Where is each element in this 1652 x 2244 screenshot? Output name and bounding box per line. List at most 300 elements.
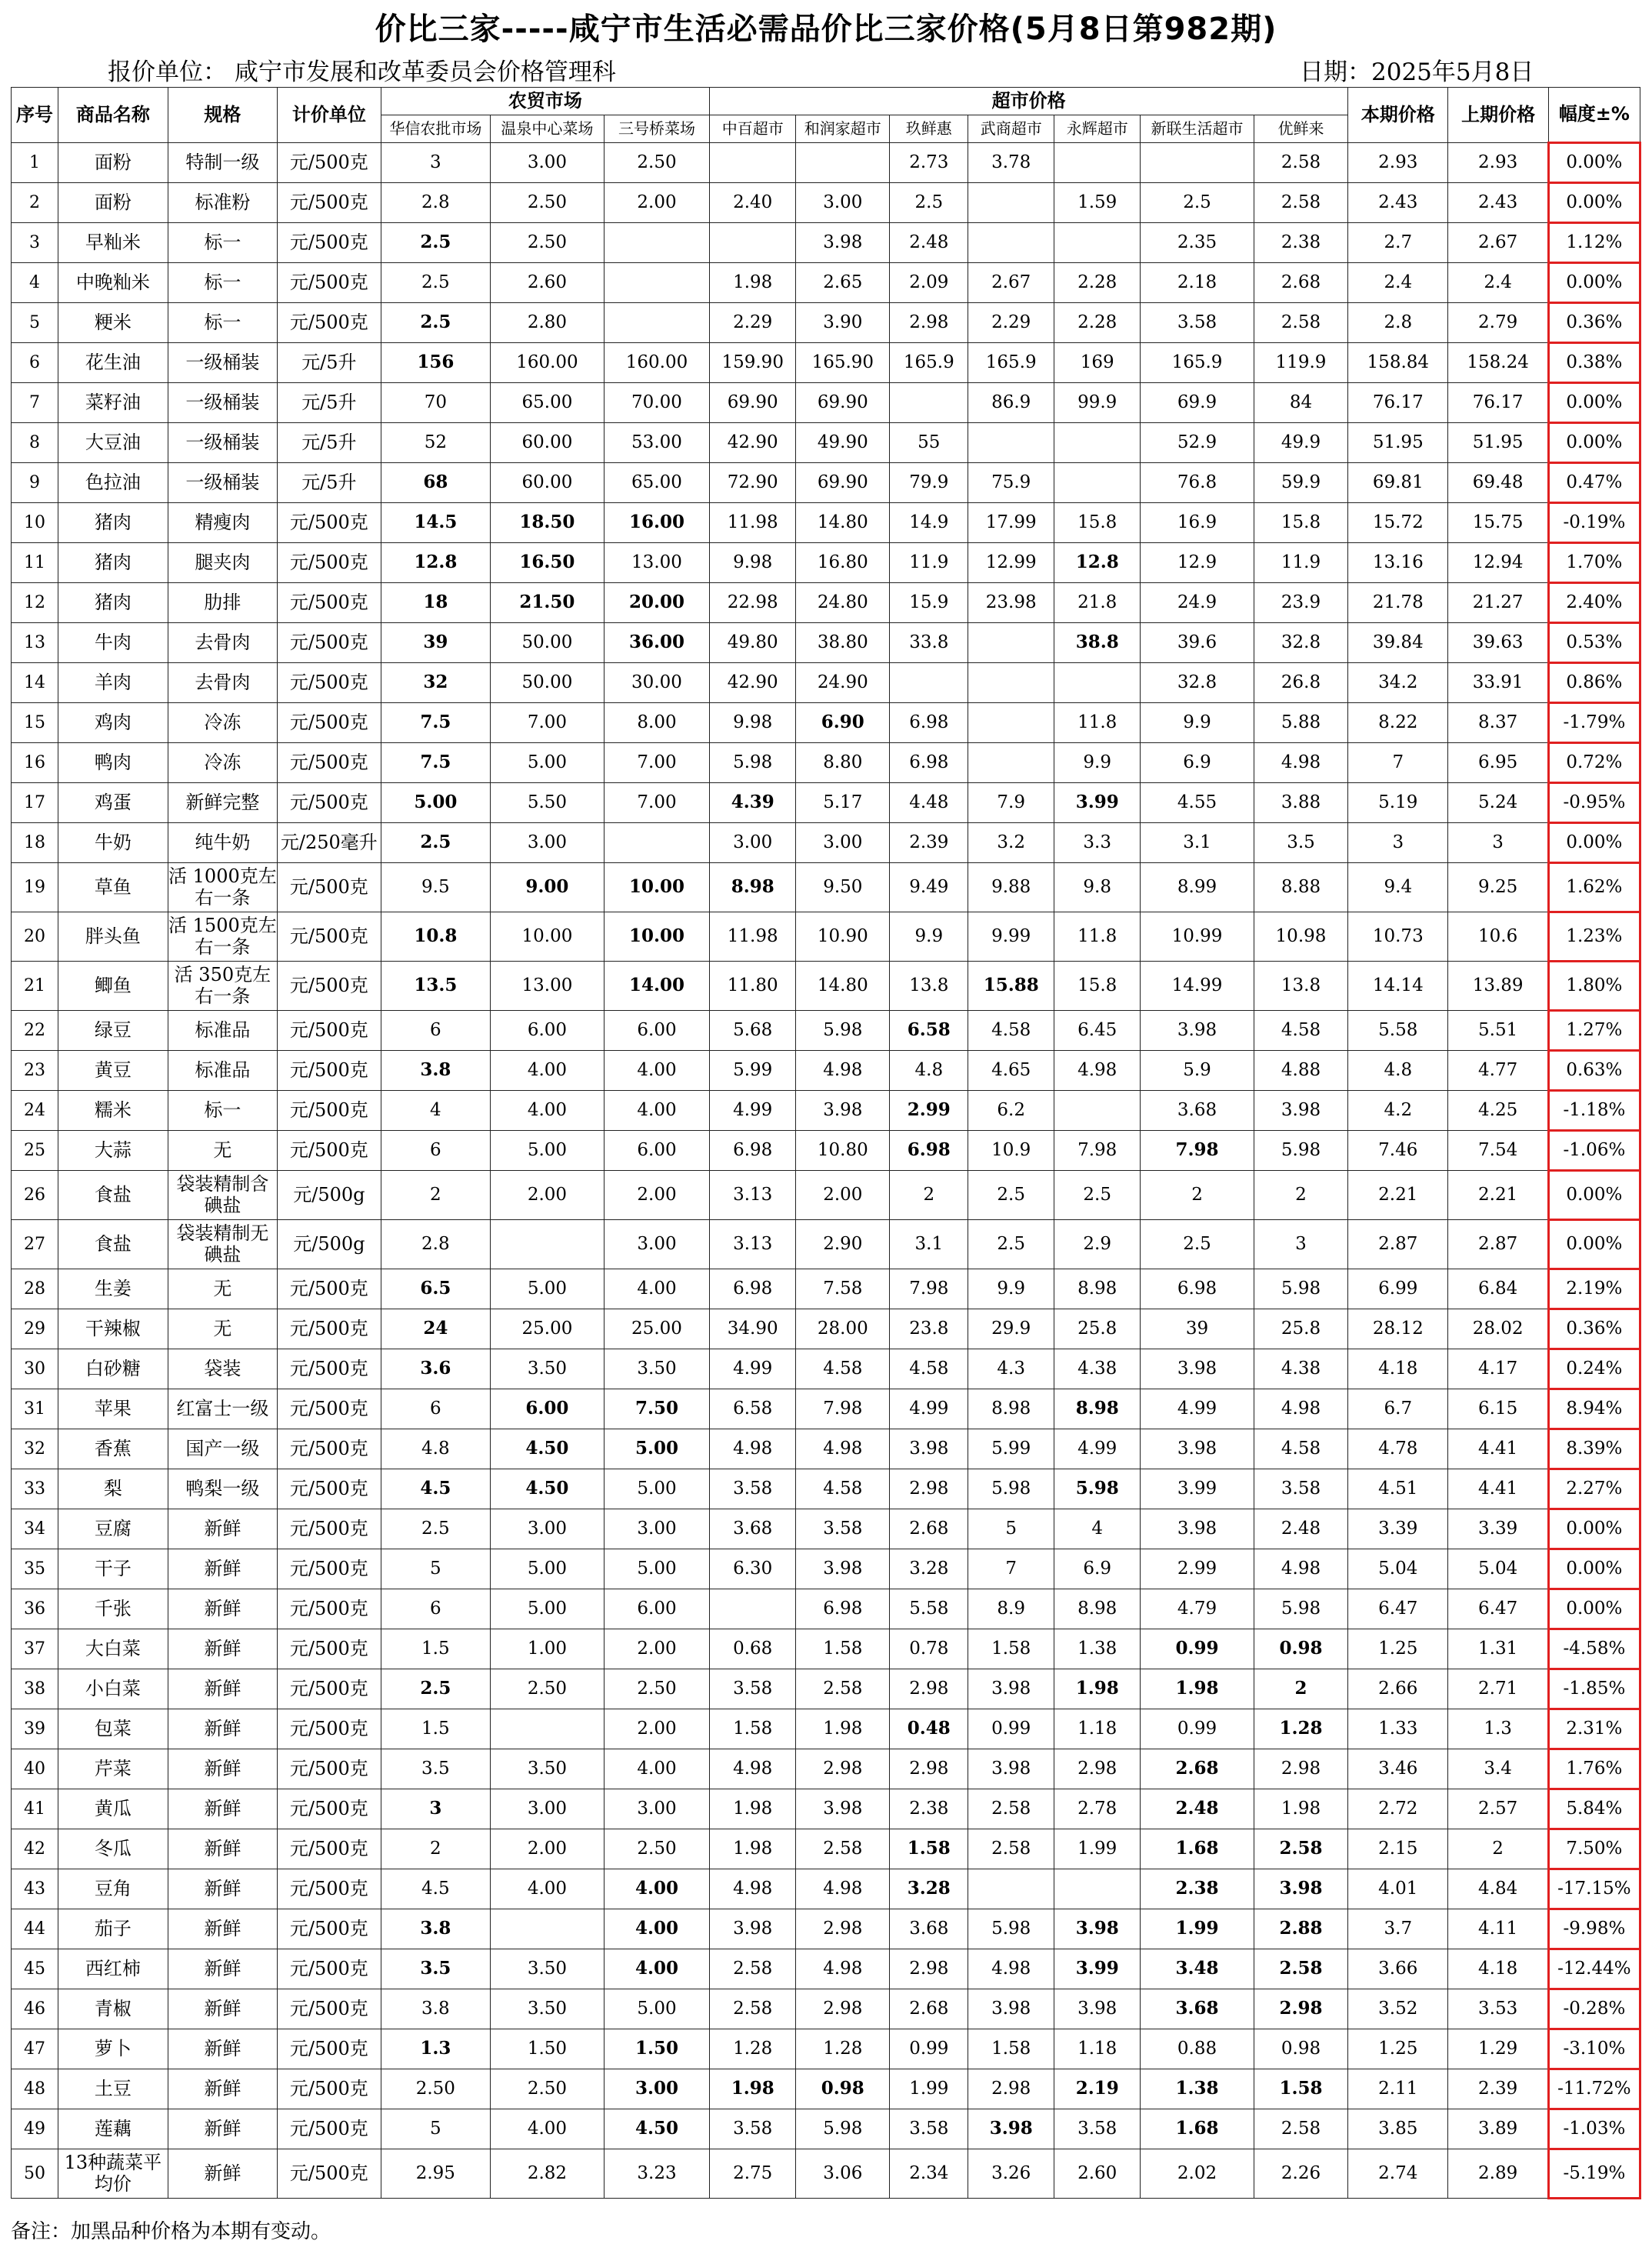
- supermarket-price-cell: 2.90: [796, 1220, 890, 1269]
- supermarket-price-cell: 6.30: [710, 1549, 796, 1589]
- supermarket-price-cell: 9.50: [796, 863, 890, 912]
- market-price-cell: 3: [381, 143, 491, 183]
- change-percent-cell: 1.27%: [1548, 1011, 1640, 1051]
- supermarket-price-cell: 3.13: [710, 1220, 796, 1269]
- market-price-cell: 7.00: [604, 743, 709, 783]
- supermarket-price-cell: 2.38: [1254, 223, 1347, 263]
- market-price-cell: 1.50: [604, 2029, 709, 2069]
- market-price-cell: 6: [381, 1389, 491, 1429]
- footnote: 备注：加黑品种价格为本期有变动。: [11, 2220, 331, 2243]
- supermarket-price-cell: 9.49: [890, 863, 968, 912]
- supermarket-price-cell: 4.98: [796, 1949, 890, 1989]
- change-percent-cell: -0.28%: [1548, 1989, 1640, 2029]
- supermarket-price-cell: 21.8: [1054, 583, 1141, 623]
- product-spec: 新鲜: [168, 2109, 278, 2149]
- supermarket-price-cell: 0.68: [710, 1629, 796, 1669]
- market-price-cell: 3.00: [491, 1509, 605, 1549]
- supermarket-price-cell: 4.99: [710, 1349, 796, 1389]
- supermarket-price-cell: 11.8: [1054, 703, 1141, 743]
- product-name: 面粉: [58, 183, 168, 223]
- supermarket-price-cell: 2.75: [710, 2149, 796, 2199]
- previous-price-cell: 15.75: [1448, 503, 1548, 543]
- change-percent-cell: -1.79%: [1548, 703, 1640, 743]
- row-number: 26: [12, 1171, 58, 1220]
- supermarket-price-cell: 3.99: [1054, 783, 1141, 823]
- change-percent-cell: 1.23%: [1548, 912, 1640, 962]
- supermarket-price-cell: [968, 743, 1054, 783]
- change-percent-cell: 7.50%: [1548, 1829, 1640, 1869]
- row-number: 19: [12, 863, 58, 912]
- price-unit: 元/500g: [278, 1220, 381, 1269]
- supermarket-price-cell: 2.73: [890, 143, 968, 183]
- price-unit: 元/500克: [278, 543, 381, 583]
- supermarket-price-cell: 49.90: [796, 423, 890, 463]
- supermarket-price-cell: 2.5: [1141, 1220, 1254, 1269]
- supermarket-price-cell: 4.58: [796, 1349, 890, 1389]
- product-spec: 一级桶装: [168, 423, 278, 463]
- product-name: 色拉油: [58, 463, 168, 503]
- supermarket-price-cell: 14.80: [796, 503, 890, 543]
- supermarket-price-cell: 1.98: [796, 1709, 890, 1749]
- supermarket-price-cell: 2.09: [890, 263, 968, 303]
- market-price-cell: 2.00: [491, 1829, 605, 1869]
- price-unit: 元/500克: [278, 1749, 381, 1789]
- supermarket-price-cell: [968, 1869, 1054, 1909]
- supermarket-price-cell: 2.68: [1141, 1749, 1254, 1789]
- change-percent-cell: 1.62%: [1548, 863, 1640, 912]
- price-unit: 元/500克: [278, 1949, 381, 1989]
- price-unit: 元/500克: [278, 1629, 381, 1669]
- previous-price-cell: 51.95: [1448, 423, 1548, 463]
- supermarket-price-cell: 6.98: [1141, 1269, 1254, 1309]
- price-unit: 元/500克: [278, 263, 381, 303]
- market-price-cell: 2.80: [491, 303, 605, 343]
- price-unit: 元/500克: [278, 1389, 381, 1429]
- table-row: [12, 1309, 1640, 1349]
- table-row: [12, 1869, 1640, 1909]
- supermarket-price-cell: 2.98: [796, 1749, 890, 1789]
- row-number: 35: [12, 1549, 58, 1589]
- supermarket-price-cell: 55: [890, 423, 968, 463]
- supermarket-price-cell: 165.9: [968, 343, 1054, 383]
- previous-price-cell: 6.84: [1448, 1269, 1548, 1309]
- market-price-cell: 2.50: [491, 1669, 605, 1709]
- supermarket-price-cell: 24.90: [796, 663, 890, 703]
- market-price-cell: 3.00: [491, 823, 605, 863]
- product-name: 千张: [58, 1589, 168, 1629]
- change-percent-cell: 0.86%: [1548, 663, 1640, 703]
- supermarket-price-cell: 4.98: [796, 1869, 890, 1909]
- supermarket-price-cell: 2.65: [796, 263, 890, 303]
- change-percent-cell: -9.98%: [1548, 1909, 1640, 1949]
- market-price-cell: 4.50: [604, 2109, 709, 2149]
- current-price-cell: 7: [1348, 743, 1448, 783]
- product-name: 大蒜: [58, 1131, 168, 1171]
- previous-price-cell: 9.25: [1448, 863, 1548, 912]
- change-percent-cell: 0.00%: [1548, 263, 1640, 303]
- price-unit: 元/500克: [278, 1349, 381, 1389]
- market-price-cell: 2.5: [381, 1669, 491, 1709]
- current-price-cell: 2.4: [1348, 263, 1448, 303]
- supermarket-price-cell: 1.58: [968, 1629, 1054, 1669]
- supermarket-price-cell: [1054, 143, 1141, 183]
- market-price-cell: 6.00: [491, 1011, 605, 1051]
- market-price-cell: 52: [381, 423, 491, 463]
- market-price-cell: 12.8: [381, 543, 491, 583]
- supermarket-price-cell: 5.98: [968, 1469, 1054, 1509]
- supermarket-price-cell: 1.28: [710, 2029, 796, 2069]
- market-price-cell: 5.00: [604, 1549, 709, 1589]
- product-spec: 精瘦肉: [168, 503, 278, 543]
- market-price-cell: 3.50: [491, 1349, 605, 1389]
- previous-price-cell: 6.47: [1448, 1589, 1548, 1629]
- price-unit: 元/500克: [278, 663, 381, 703]
- price-unit: 元/500克: [278, 1091, 381, 1131]
- price-unit: 元/5升: [278, 463, 381, 503]
- supermarket-price-cell: 2: [1254, 1669, 1347, 1709]
- supermarket-price-cell: 0.99: [968, 1709, 1054, 1749]
- market-price-cell: 4.00: [604, 1091, 709, 1131]
- previous-price-cell: 4.18: [1448, 1949, 1548, 1989]
- product-spec: 新鲜: [168, 2069, 278, 2109]
- header-supermarket: 优鲜来: [1254, 115, 1347, 143]
- supermarket-price-cell: 11.98: [710, 912, 796, 962]
- supermarket-price-cell: 14.9: [890, 503, 968, 543]
- change-percent-cell: 0.47%: [1548, 463, 1640, 503]
- supermarket-price-cell: 3.88: [1254, 783, 1347, 823]
- product-name: 草鱼: [58, 863, 168, 912]
- change-percent-cell: -1.18%: [1548, 1091, 1640, 1131]
- market-price-cell: 4.00: [604, 1909, 709, 1949]
- supermarket-price-cell: 28.00: [796, 1309, 890, 1349]
- product-name: 猪肉: [58, 503, 168, 543]
- supermarket-price-cell: 4.98: [710, 1429, 796, 1469]
- supermarket-price-cell: 6.9: [1054, 1549, 1141, 1589]
- row-number: 31: [12, 1389, 58, 1429]
- change-percent-cell: 1.80%: [1548, 962, 1640, 1011]
- market-price-cell: 16.50: [491, 543, 605, 583]
- supermarket-price-cell: 6.98: [710, 1269, 796, 1309]
- row-number: 34: [12, 1509, 58, 1549]
- row-number: 16: [12, 743, 58, 783]
- supermarket-price-cell: 42.90: [710, 663, 796, 703]
- current-price-cell: 4.18: [1348, 1349, 1448, 1389]
- supermarket-price-cell: 3.98: [968, 1749, 1054, 1789]
- supermarket-price-cell: 69.90: [796, 463, 890, 503]
- change-percent-cell: 0.36%: [1548, 303, 1640, 343]
- table-row: [12, 912, 1640, 962]
- supermarket-price-cell: [968, 423, 1054, 463]
- change-percent-cell: 0.63%: [1548, 1051, 1640, 1091]
- supermarket-price-cell: 3: [1254, 1220, 1347, 1269]
- supermarket-price-cell: 9.99: [968, 912, 1054, 962]
- row-number: 32: [12, 1429, 58, 1469]
- supermarket-price-cell: [968, 663, 1054, 703]
- supermarket-price-cell: 4.48: [890, 783, 968, 823]
- product-spec: 标准粉: [168, 183, 278, 223]
- supermarket-price-cell: 2.58: [968, 1829, 1054, 1869]
- change-percent-cell: -0.19%: [1548, 503, 1640, 543]
- price-unit: 元/500克: [278, 1469, 381, 1509]
- market-price-cell: 6.00: [604, 1131, 709, 1171]
- supermarket-price-cell: 2.5: [968, 1220, 1054, 1269]
- market-price-cell: 53.00: [604, 423, 709, 463]
- supermarket-price-cell: 2.5: [890, 183, 968, 223]
- supermarket-price-cell: 4.65: [968, 1051, 1054, 1091]
- current-price-cell: 15.72: [1348, 503, 1448, 543]
- supermarket-price-cell: 3.58: [710, 1669, 796, 1709]
- product-spec: 新鲜: [168, 1709, 278, 1749]
- supermarket-price-cell: 3.1: [1141, 823, 1254, 863]
- market-price-cell: 5.00: [491, 743, 605, 783]
- current-price-cell: 3.52: [1348, 1989, 1448, 2029]
- price-unit: 元/500克: [278, 1669, 381, 1709]
- market-price-cell: 9.5: [381, 863, 491, 912]
- supermarket-price-cell: 165.9: [1141, 343, 1254, 383]
- previous-price-cell: 3.4: [1448, 1749, 1548, 1789]
- table-row: [12, 1669, 1640, 1709]
- product-name: 鸭肉: [58, 743, 168, 783]
- row-number: 2: [12, 183, 58, 223]
- table-row: [12, 2149, 1640, 2199]
- price-unit: 元/500克: [278, 703, 381, 743]
- supermarket-price-cell: 4.58: [968, 1011, 1054, 1051]
- supermarket-price-cell: 0.88: [1141, 2029, 1254, 2069]
- market-price-cell: 3.00: [491, 143, 605, 183]
- change-percent-cell: 1.12%: [1548, 223, 1640, 263]
- supermarket-price-cell: 38.80: [796, 623, 890, 663]
- change-percent-cell: -1.85%: [1548, 1669, 1640, 1709]
- price-unit: 元/500克: [278, 1429, 381, 1469]
- market-price-cell: 65.00: [491, 383, 605, 423]
- supermarket-price-cell: 3.58: [710, 1469, 796, 1509]
- table-row: [12, 463, 1640, 503]
- supermarket-price-cell: 0.78: [890, 1629, 968, 1669]
- market-price-cell: 3.50: [604, 1349, 709, 1389]
- market-price-cell: 4.00: [604, 1869, 709, 1909]
- supermarket-price-cell: 24.9: [1141, 583, 1254, 623]
- change-percent-cell: 2.27%: [1548, 1469, 1640, 1509]
- row-number: 47: [12, 2029, 58, 2069]
- supermarket-price-cell: 5.98: [1254, 1589, 1347, 1629]
- supermarket-price-cell: 2.5: [1141, 183, 1254, 223]
- supermarket-price-cell: [968, 223, 1054, 263]
- supermarket-price-cell: 7.98: [1141, 1131, 1254, 1171]
- supermarket-price-cell: 5.98: [1254, 1269, 1347, 1309]
- supermarket-price-cell: 1.68: [1141, 2109, 1254, 2149]
- supermarket-price-cell: 11.9: [890, 543, 968, 583]
- product-name: 13种蔬菜平均价: [58, 2149, 168, 2199]
- change-percent-cell: 0.00%: [1548, 143, 1640, 183]
- supermarket-price-cell: [1054, 1869, 1141, 1909]
- product-spec: 新鲜完整: [168, 783, 278, 823]
- supermarket-price-cell: 9.88: [968, 863, 1054, 912]
- row-number: 3: [12, 223, 58, 263]
- market-price-cell: 4.8: [381, 1429, 491, 1469]
- supermarket-price-cell: 4.8: [890, 1051, 968, 1091]
- supermarket-price-cell: 5.98: [968, 1909, 1054, 1949]
- table-row: [12, 543, 1640, 583]
- row-number: 12: [12, 583, 58, 623]
- product-name: 芹菜: [58, 1749, 168, 1789]
- supermarket-price-cell: 69.90: [710, 383, 796, 423]
- current-price-cell: 3.66: [1348, 1949, 1448, 1989]
- supermarket-price-cell: 8.98: [1054, 1269, 1141, 1309]
- supermarket-price-cell: 2.19: [1054, 2069, 1141, 2109]
- market-price-cell: 5.00: [491, 1269, 605, 1309]
- supermarket-price-cell: 4.98: [1054, 1051, 1141, 1091]
- supermarket-price-cell: 25.8: [1254, 1309, 1347, 1349]
- price-unit: 元/500克: [278, 1269, 381, 1309]
- supermarket-price-cell: 15.88: [968, 962, 1054, 1011]
- supermarket-price-cell: 2.38: [1141, 1869, 1254, 1909]
- product-name: 猪肉: [58, 543, 168, 583]
- supermarket-price-cell: 5.99: [710, 1051, 796, 1091]
- market-price-cell: 6.00: [491, 1389, 605, 1429]
- product-name: 绿豆: [58, 1011, 168, 1051]
- product-name: 黄瓜: [58, 1789, 168, 1829]
- table-row: [12, 623, 1640, 663]
- market-price-cell: 6: [381, 1589, 491, 1629]
- supermarket-price-cell: 4.99: [1141, 1389, 1254, 1429]
- product-name: 梨: [58, 1469, 168, 1509]
- product-name: 面粉: [58, 143, 168, 183]
- product-spec: 新鲜: [168, 2149, 278, 2199]
- previous-price-cell: 2: [1448, 1829, 1548, 1869]
- row-number: 17: [12, 783, 58, 823]
- supermarket-price-cell: 2.28: [1054, 303, 1141, 343]
- product-spec: 新鲜: [168, 1549, 278, 1589]
- table-row: [12, 2069, 1640, 2109]
- current-price-cell: 6.99: [1348, 1269, 1448, 1309]
- price-unit: 元/500克: [278, 623, 381, 663]
- header-seq: 序号: [12, 88, 58, 143]
- current-price-cell: 4.78: [1348, 1429, 1448, 1469]
- product-name: 黄豆: [58, 1051, 168, 1091]
- market-price-cell: 4.00: [491, 1051, 605, 1091]
- supermarket-price-cell: 3.58: [890, 2109, 968, 2149]
- market-price-cell: 4: [381, 1091, 491, 1131]
- supermarket-price-cell: 8.98: [1054, 1389, 1141, 1429]
- header-supermarket: 中百超市: [710, 115, 796, 143]
- market-price-cell: 2.50: [604, 1669, 709, 1709]
- current-price-cell: 3.85: [1348, 2109, 1448, 2149]
- product-name: 鸡蛋: [58, 783, 168, 823]
- change-percent-cell: -3.10%: [1548, 2029, 1640, 2069]
- supermarket-price-cell: 11.9: [1254, 543, 1347, 583]
- previous-price-cell: 2.39: [1448, 2069, 1548, 2109]
- market-price-cell: 1.5: [381, 1709, 491, 1749]
- price-unit: 元/500克: [278, 2029, 381, 2069]
- price-unit: 元/500克: [278, 1509, 381, 1549]
- supermarket-price-cell: 2.26: [1254, 2149, 1347, 2199]
- product-name: 干子: [58, 1549, 168, 1589]
- previous-price-cell: 2.89: [1448, 2149, 1548, 2199]
- supermarket-price-cell: 2.29: [710, 303, 796, 343]
- product-spec: 无: [168, 1309, 278, 1349]
- supermarket-price-cell: 4.58: [796, 1469, 890, 1509]
- supermarket-price-cell: 4.88: [1254, 1051, 1347, 1091]
- price-unit: 元/500克: [278, 583, 381, 623]
- supermarket-price-cell: 1.18: [1054, 2029, 1141, 2069]
- supermarket-price-cell: 2.98: [796, 1909, 890, 1949]
- supermarket-price-cell: 3.98: [1054, 1989, 1141, 2029]
- supermarket-price-cell: 99.9: [1054, 383, 1141, 423]
- table-row: [12, 1269, 1640, 1309]
- product-name: 牛奶: [58, 823, 168, 863]
- supermarket-price-cell: 1.28: [796, 2029, 890, 2069]
- supermarket-price-cell: 6.9: [1141, 743, 1254, 783]
- price-unit: 元/500克: [278, 743, 381, 783]
- price-unit: 元/500克: [278, 1789, 381, 1829]
- supermarket-price-cell: 15.8: [1054, 962, 1141, 1011]
- price-unit: 元/500克: [278, 1309, 381, 1349]
- product-spec: 去骨肉: [168, 623, 278, 663]
- market-price-cell: 2.5: [381, 223, 491, 263]
- previous-price-cell: 33.91: [1448, 663, 1548, 703]
- supermarket-price-cell: 2.99: [890, 1091, 968, 1131]
- table-row: [12, 1949, 1640, 1989]
- supermarket-price-cell: 7.98: [796, 1389, 890, 1429]
- current-price-cell: 2.87: [1348, 1220, 1448, 1269]
- supermarket-price-cell: 32.8: [1254, 623, 1347, 663]
- current-price-cell: 5.19: [1348, 783, 1448, 823]
- table-row: [12, 263, 1640, 303]
- change-percent-cell: 0.00%: [1548, 823, 1640, 863]
- product-spec: 新鲜: [168, 1869, 278, 1909]
- previous-price-cell: 158.24: [1448, 343, 1548, 383]
- price-unit: 元/500克: [278, 962, 381, 1011]
- market-price-cell: 4.50: [491, 1429, 605, 1469]
- supermarket-price-cell: 7.58: [796, 1269, 890, 1309]
- supermarket-price-cell: 165.90: [796, 343, 890, 383]
- product-name: 牛肉: [58, 623, 168, 663]
- table-row: [12, 1051, 1640, 1091]
- row-number: 9: [12, 463, 58, 503]
- table-row: [12, 1989, 1640, 2029]
- supermarket-price-cell: 5.88: [1254, 703, 1347, 743]
- supermarket-price-cell: 2.98: [796, 1989, 890, 2029]
- table-row: [12, 223, 1640, 263]
- supermarket-price-cell: 4.98: [968, 1949, 1054, 1989]
- market-price-cell: 9.00: [491, 863, 605, 912]
- supermarket-price-cell: 59.9: [1254, 463, 1347, 503]
- previous-price-cell: 3.39: [1448, 1509, 1548, 1549]
- supermarket-price-cell: 4.58: [1254, 1011, 1347, 1051]
- supermarket-price-cell: 3.98: [1141, 1509, 1254, 1549]
- previous-price-cell: 13.89: [1448, 962, 1548, 1011]
- table-row: [12, 663, 1640, 703]
- supermarket-price-cell: 23.98: [968, 583, 1054, 623]
- current-price-cell: 2.66: [1348, 1669, 1448, 1709]
- supermarket-price-cell: 13.8: [1254, 962, 1347, 1011]
- supermarket-price-cell: 2.29: [968, 303, 1054, 343]
- supermarket-price-cell: 3.90: [796, 303, 890, 343]
- supermarket-price-cell: 39: [1141, 1309, 1254, 1349]
- current-price-cell: 10.73: [1348, 912, 1448, 962]
- market-price-cell: 8.00: [604, 703, 709, 743]
- table-row: [12, 863, 1640, 912]
- product-spec: 腿夹肉: [168, 543, 278, 583]
- market-price-cell: [604, 823, 709, 863]
- market-price-cell: 20.00: [604, 583, 709, 623]
- change-percent-cell: 5.84%: [1548, 1789, 1640, 1829]
- price-unit: 元/500克: [278, 1989, 381, 2029]
- product-spec: 纯牛奶: [168, 823, 278, 863]
- supermarket-price-cell: 4.98: [1254, 1549, 1347, 1589]
- header-supermarket: 武商超市: [968, 115, 1054, 143]
- product-spec: 新鲜: [168, 1669, 278, 1709]
